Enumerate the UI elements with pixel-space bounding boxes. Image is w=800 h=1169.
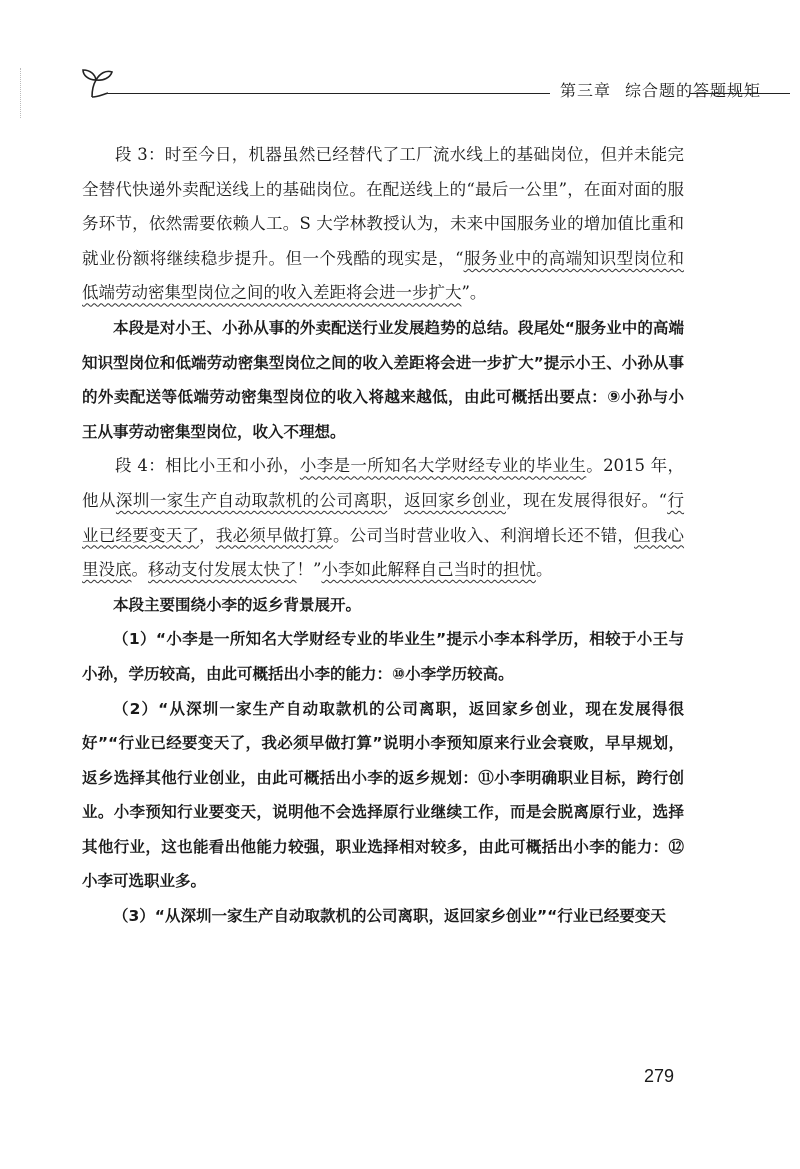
- text-segment: ，: [199, 525, 216, 545]
- chapter-label: 第三章: [560, 81, 612, 100]
- text-segment: 段 3：时至今日，机器虽然已经替代了工厂流水线上的基础岗位，但并未能完全替代快递外卖配送线上的基础岗位。在配送线上的“最后一公里”，在面对面的服务环节，依然需要依赖人工。S 大学林教授认为，未来中国服务业的增加值比重和就业份额将继续稳步提升。但一个残酷的现实是，“: [82, 145, 684, 268]
- paragraph: [82, 449, 684, 587]
- running-header: [78, 66, 762, 106]
- underlined-text: 小李是一所知名大学财经专业的毕业生: [299, 456, 587, 476]
- page-number: 279: [644, 1066, 675, 1086]
- underlined-text: 行业已经要变天了: [82, 490, 685, 545]
- text-segment: 。: [535, 560, 553, 580]
- header-rule-right: [690, 93, 790, 94]
- chapter-heading: [560, 78, 761, 101]
- paragraph: [82, 138, 684, 311]
- header-rule-left: [108, 93, 550, 94]
- paragraph: [82, 622, 684, 691]
- chapter-title: 综合题的答题规矩: [625, 81, 762, 100]
- text-segment: 。: [131, 560, 148, 580]
- text-segment: 段 4：相比小王和小孙，: [115, 456, 300, 476]
- text-segment: （3）“从深圳一家生产自动取款机的公司离职，返回家乡创业”“行业已经要变天: [113, 907, 666, 926]
- underlined-text: 我必须早做打算: [215, 525, 333, 545]
- underlined-text: 服务业中的高端知识型岗位和低端劳动密集型岗位之间的收入差距将会进一步扩大: [82, 248, 685, 303]
- underlined-text: 移动支付发展太快了: [148, 560, 297, 580]
- text-segment: 。公司当时营业收入、利润增长还不错，: [332, 525, 635, 545]
- underlined-text: 但我心里没底: [82, 525, 685, 580]
- paragraph: [82, 311, 684, 449]
- body-text: [82, 138, 684, 934]
- text-segment: 。2015 年，他从: [82, 456, 684, 510]
- underlined-text: 返回家乡创业: [404, 490, 506, 510]
- text-segment: ，: [387, 490, 405, 510]
- text-segment: 本段是对小王、小孙从事的外卖配送行业发展趋势的总结。段尾处“服务业中的高端知识型岗位和低端劳动密集型岗位之间的收入差距将会进一步扩大”提示小王、小孙从事的外卖配送等低端劳动密集型岗位的收入将越来越低，由此可概括出要点：⑨小孙与小王从事劳动密集型岗位，收入不理想。: [82, 318, 684, 441]
- paragraph: [82, 588, 684, 623]
- underlined-text: 深圳一家生产自动取款机的公司离职: [115, 490, 388, 510]
- paragraph: [82, 692, 684, 900]
- text-segment: ”。: [461, 283, 487, 303]
- scan-margin-mark: [20, 68, 24, 118]
- sprout-icon: [78, 66, 122, 100]
- text-segment: 本段主要围绕小李的返乡背景展开。: [113, 595, 362, 614]
- text-segment: （1）“小李是一所知名大学财经专业的毕业生”提示小李本科学历，相较于小王与小孙，学历较高，由此可概括出小李的能力：⑩小李学历较高。: [82, 630, 684, 683]
- text-segment: ！”: [296, 560, 322, 580]
- paragraph: [82, 899, 684, 934]
- text-segment: （2）“从深圳一家生产自动取款机的公司离职，返回家乡创业，现在发展得很好”“行业已经要变天了，我必须早做打算”说明小李预知原来行业会衰败，早早规划，返乡选择其他行业创业，由此可概括出小李的返乡规划：⑪小李明确职业目标，跨行创业。小李预知行业要变天，说明他不会选择原行业继续工作，而是会脱离原行业，选择其他行业，这也能看出他能力较强，职业选择相对较多，由此可概括出小李的能力：⑫小李可选职业多。: [82, 699, 684, 891]
- text-segment: ，现在发展得很好。“: [506, 490, 668, 510]
- underlined-text: 小李如此解释自己当时的担忧: [321, 560, 536, 580]
